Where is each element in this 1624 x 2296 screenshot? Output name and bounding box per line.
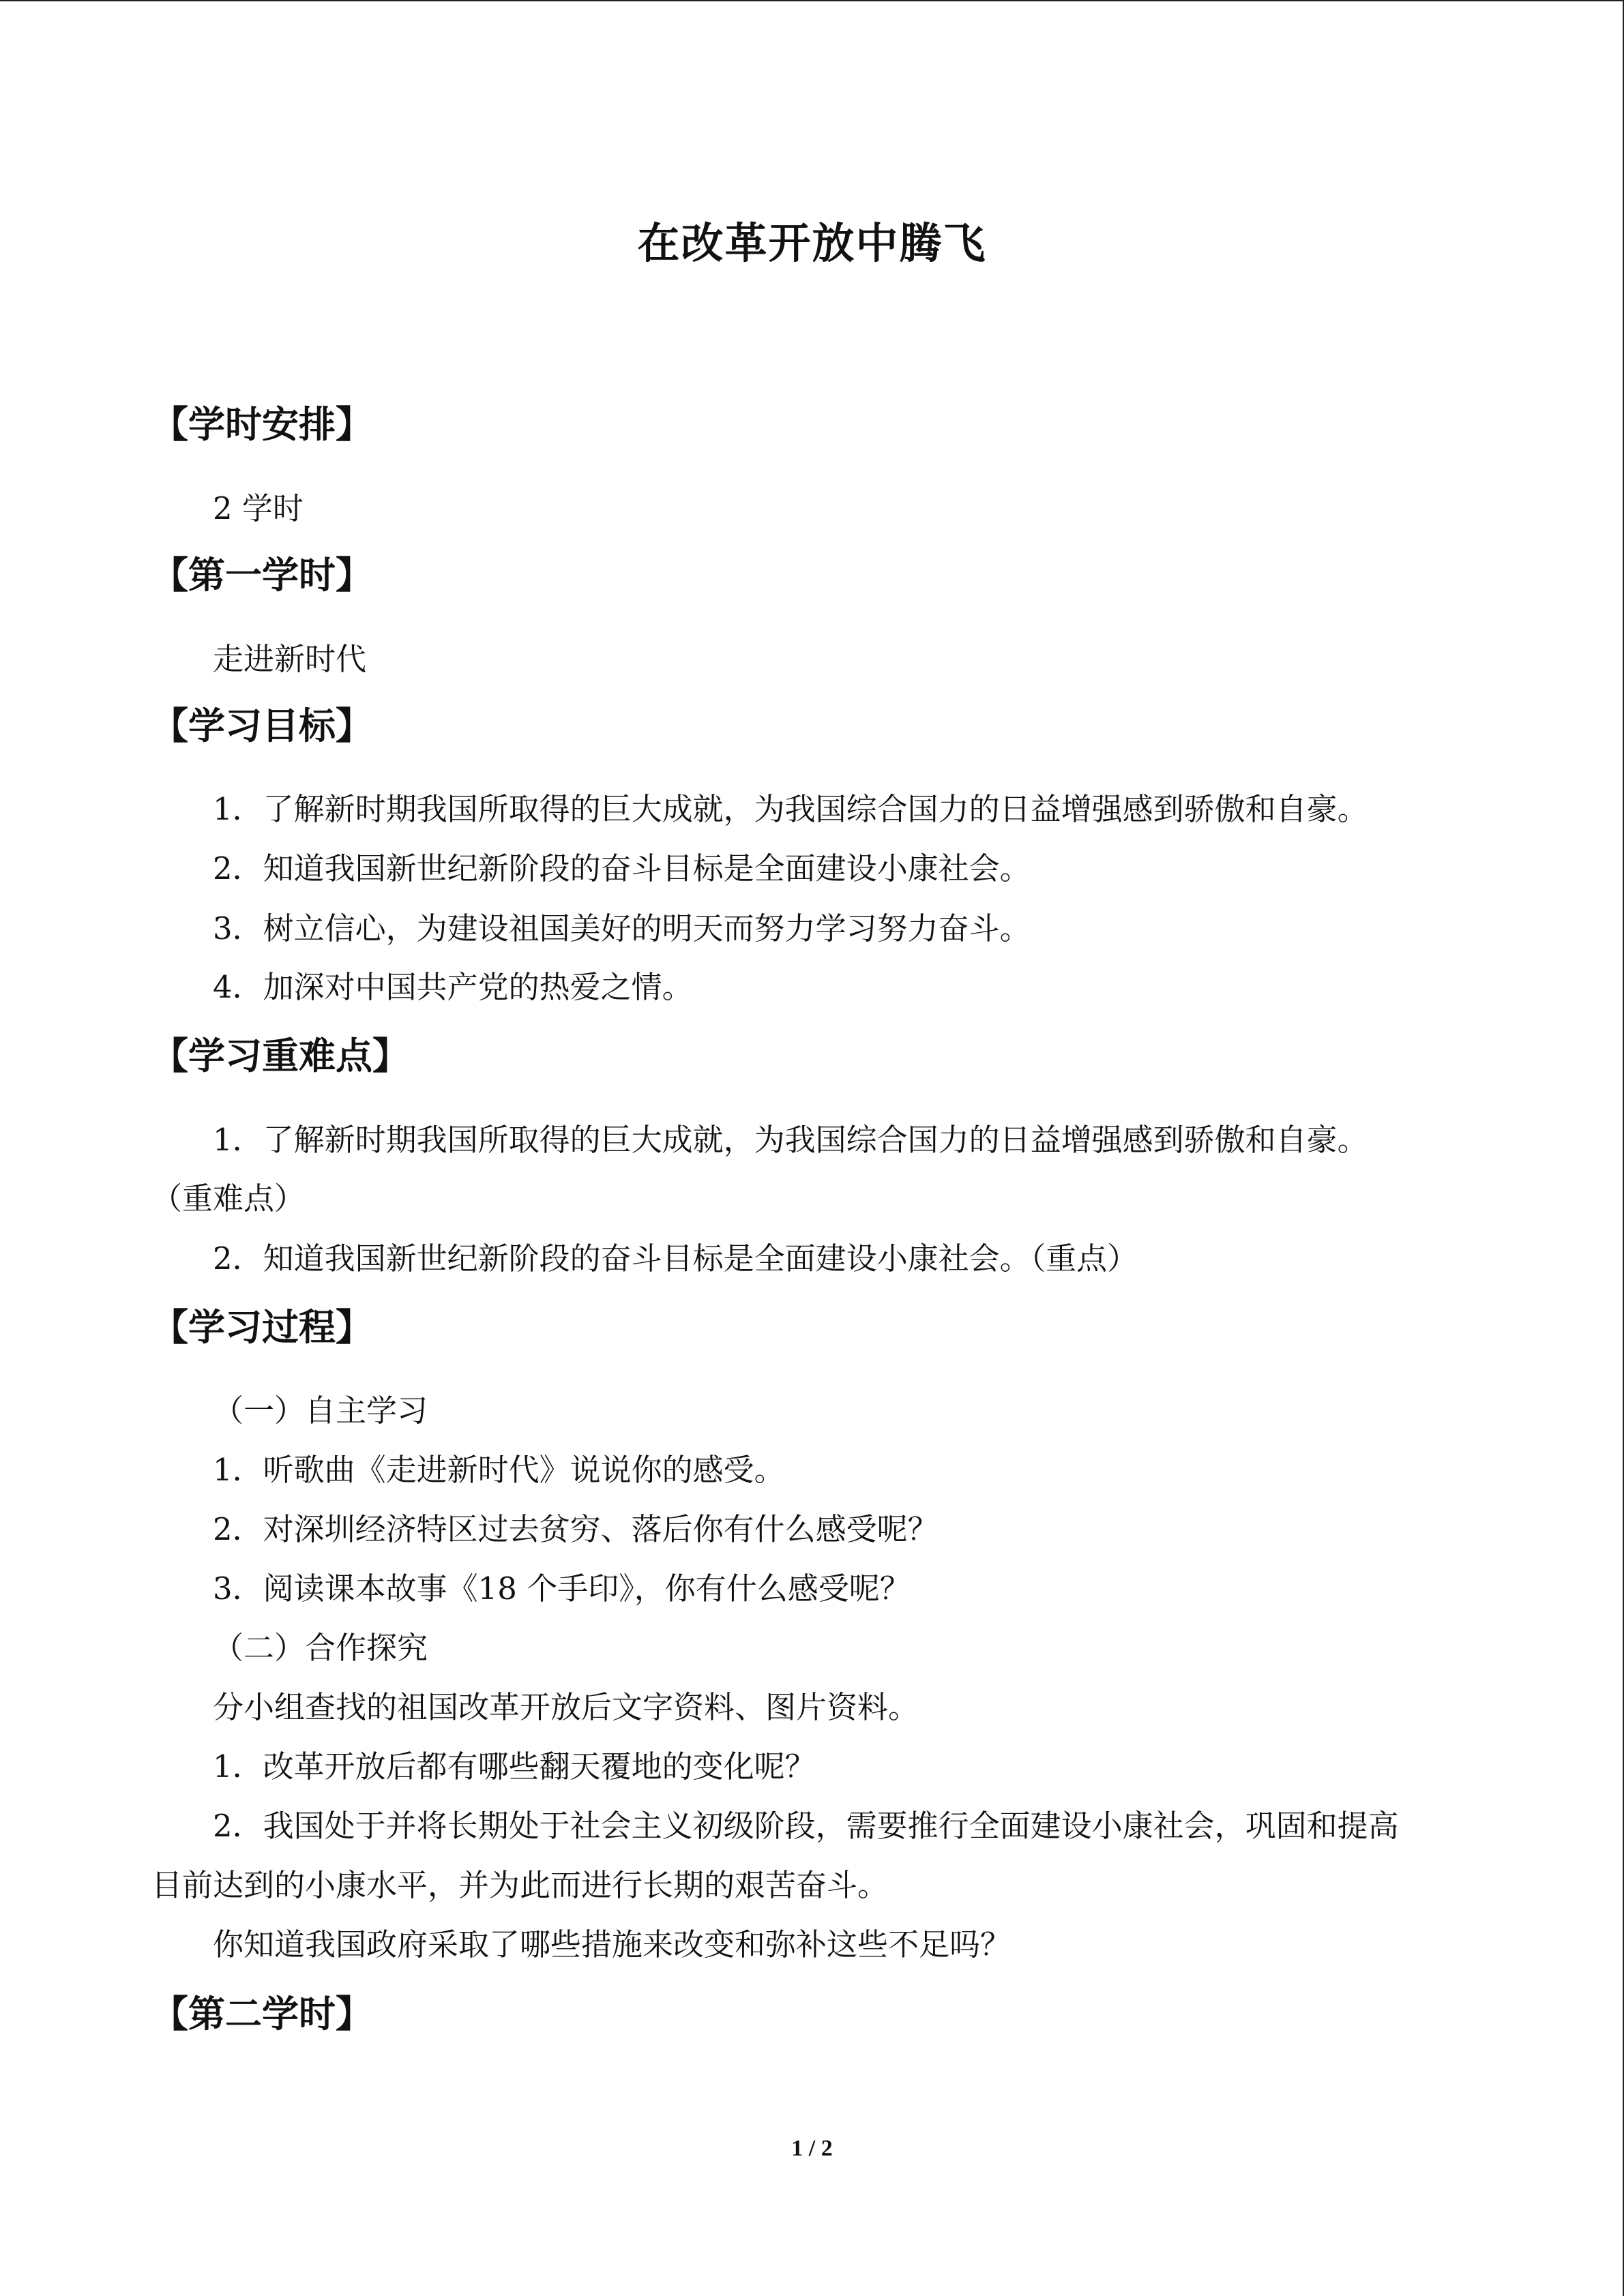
- process-part2-title: （二）合作探究: [213, 1630, 428, 1666]
- process-part1-item: 3．阅读课本故事《18 个手印》，你有什么感受呢？: [213, 1570, 911, 1607]
- key-point-item-1-continued: （重难点）: [151, 1180, 306, 1217]
- objective-item: 3．树立信心，为建设祖国美好的明天而努力学习努力奋斗。: [213, 910, 1031, 946]
- page-number: 1 / 2: [791, 2136, 833, 2161]
- heading-key-points: 【学习重难点】: [151, 1034, 409, 1077]
- objective-item: 1．了解新时期我国所取得的巨大成就，为我国综合国力的日益增强感到骄傲和自豪。: [213, 791, 1368, 827]
- process-part2-item-2: 2．我国处于并将长期处于社会主义初级阶段，需要推行全面建设小康社会，巩固和提高: [213, 1808, 1399, 1844]
- process-part1-item: 2．对深圳经济特区过去贫穷、落后你有什么感受呢？: [213, 1511, 939, 1547]
- process-part1-item: 1．听歌曲《走进新时代》说说你的感受。: [213, 1452, 785, 1488]
- heading-second-period: 【第二学时】: [151, 1993, 372, 2036]
- heading-first-period: 【第一学时】: [151, 554, 372, 597]
- heading-schedule: 【学时安排】: [151, 403, 372, 446]
- objective-item: 4．加深对中国共产党的热爱之情。: [213, 969, 693, 1005]
- schedule-content: 2 学时: [213, 490, 304, 526]
- heading-objectives: 【学习目标】: [151, 704, 372, 747]
- process-part2-item-2-continued: 目前达到的小康水平，并为此而进行长期的艰苦奋斗。: [151, 1867, 889, 1903]
- objective-item: 2．知道我国新世纪新阶段的奋斗目标是全面建设小康社会。: [213, 850, 1031, 886]
- key-point-item-2: 2．知道我国新世纪新阶段的奋斗目标是全面建设小康社会。（重点）: [213, 1240, 1138, 1277]
- first-period-content: 走进新时代: [213, 641, 367, 677]
- process-part2-item-1: 1．改革开放后都有哪些翻天覆地的变化呢？: [213, 1748, 816, 1785]
- key-point-item-1: 1．了解新时期我国所取得的巨大成就，为我国综合国力的日益增强感到骄傲和自豪。: [213, 1122, 1368, 1158]
- process-part1-title: （一）自主学习: [213, 1392, 428, 1429]
- heading-process: 【学习过程】: [151, 1306, 372, 1349]
- process-part2-question: 你知道我国政府采取了哪些措施来改变和弥补这些不足吗？: [213, 1926, 1012, 1963]
- document-title: 在改革开放中腾飞: [637, 218, 987, 268]
- process-part2-intro: 分小组查找的祖国改革开放后文字资料、图片资料。: [213, 1689, 919, 1725]
